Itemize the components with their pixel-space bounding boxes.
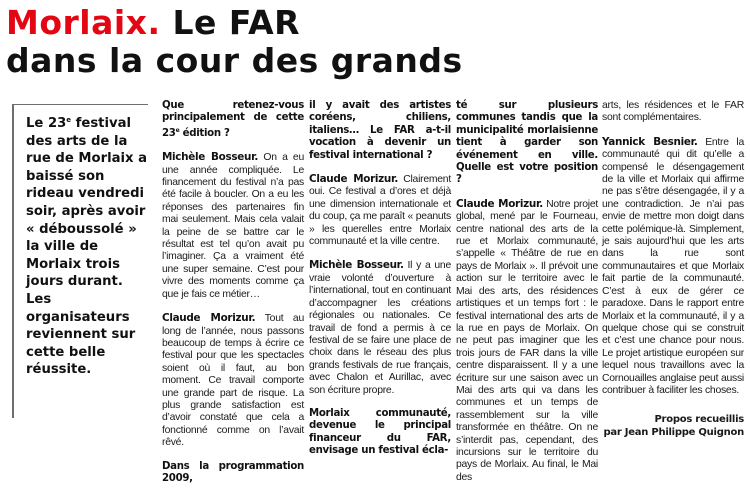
answer-1 [162,151,304,301]
speaker-name: Claude Morizur. [162,312,256,325]
speaker-name: Michèle Bosseur. [162,151,259,164]
answer-text: Tout au long de l’année, nous passons beaucoup de temps à écrire ce festival pour que les spectacles soient où il faut, au bon moment. Ce travail comporte une grande part de risque. La plus grande satisfaction est d’avoir constaté que cela a fonctionné comme on l’avait rêvé. [162,313,304,449]
answer-3 [309,173,451,248]
answer-2 [162,312,304,449]
byline-line-2: par Jean Philippe Quignon [603,427,744,439]
speaker-name: Claude Morizur. [456,197,543,210]
article-column-1 [162,100,304,496]
answer-6 [602,136,744,398]
question-text-end: édition ? [179,127,230,139]
answer-5-cont: arts, les résidences et le FAR sont complémentaires. [602,100,744,124]
speaker-name: Yannick Besnier. [602,135,698,148]
answer-text: On a eu une année compliquée. Le financement du festival n’a pas été facile à boucler. On a eu les réponses des partenaires fin mai seulement. Mais cela valait la peine de se battre car le résultat est tel qu’on avait pu l’imaginer. Ça a vraiment été une super semaine. C’est pour vivre des moments comme ça que je fais ce métier… [162,152,304,300]
lead-text: festival des arts de la rue de Morlaix a baissé son rideau vendredi soir, après avoir « déboussolé » la ville de Morlaix trois jours durant. Les organisateurs reviennent sur cette belle réussite. [26,116,148,378]
article-column-3 [456,100,598,495]
question-1 [162,100,304,140]
headline-title-line2: dans la cour des grands [6,41,463,80]
lead-prefix: Le 23 [26,116,67,131]
question-2-cont: il y avait des artistes coréens, chiliens, italiens… Le FAR a-t-il vocation à devenir un festival international ? [309,100,451,161]
speaker-name: Claude Morizur. [309,173,398,186]
byline-line-1: Propos recueillis [654,414,744,426]
question-2-start: Dans la programmation 2009, [162,460,304,484]
byline [602,413,744,439]
answer-text: Entre la communauté qui dit qu’elle a compensé le désengagement de la ville et Morlaix qui affirme ne pas s’être désengagée, il y a une contradiction. Je n’ai pas envie de mettre mon doigt dans cette polémique-là. Simplement, je sais aujourd’hui que les arts dans la rue sont communautaires et que Morlaix fait partie de la communauté. C’est à eux de gérer ce paradoxe. Dans le rapport entre Morlaix et la communauté, il y a quelque chose qui se construit et c’est une chance pour nous. Le projet artistique européen sur lequel nous travaillons avec la Cornouailles anglaise peut aussi contribuer à faciliter les choses. [602,136,744,396]
lead-sup: e [66,116,72,124]
answer-text: Clairement oui. Ce festival a d’ores et déjà une dimension internationale et du coup, ça me paraît « peanuts » les querelles entre Morlaix communauté et la ville centre. [309,174,451,248]
question-3-cont: té sur plusieurs communes tandis que la municipalité morlaisienne tient à garder son événement en ville. Quelle est votre position ? [456,100,598,186]
answer-5: Claude Morizur. Notre projet global, mené par le Fourneau, centre national des arts de la rue et Morlaix communauté, s’appelle « Théâtre de rue en pays de Morlaix ». Il prévoit une action sur le territoire avec le Mai des arts, des résidences artistiques et un temps fort : le festival international des arts de la rue en pays de Morlaix. On ne peut pas imaginer que les trois jours de FAR dans la ville centre disparaissent. Il y a une écriture sur une saison avec un Mai des arts qui va dans les communes et un temps de rassemblement sur la ville transformée en théâtre. On ne s’interdit pas, cependant, des incursions sur le territoire du pays de Morlaix. Au final, le Mai des [456,197,598,483]
lead-paragraph [12,104,148,418]
question-sup: e [175,126,180,134]
question-3-start: Morlaix communauté, devenue le principal financeur du FAR, envisage un festival écla- [309,407,451,457]
article-column-4 [602,100,744,439]
answer-text: Il y a une vraie volonté d’ouverture à l’international, tout en continuant d’accompagner les créations régionales ou nationales. Ce travail de fond a permis à ce festival de se faire une place de choix dans le réseau des plus grands festivals de rue français, avec Chalon et Aurillac, avec son écriture propre. [309,260,451,396]
headline [6,4,746,80]
answer-4 [309,259,451,396]
speaker-name: Michèle Bosseur. [309,259,404,272]
headline-title-line1: Le FAR [160,3,301,42]
article-column-2 [309,100,451,469]
question-text: Que retenez-vous principalement de cette 23 [162,100,304,139]
headline-kicker: Morlaix. [6,3,161,42]
